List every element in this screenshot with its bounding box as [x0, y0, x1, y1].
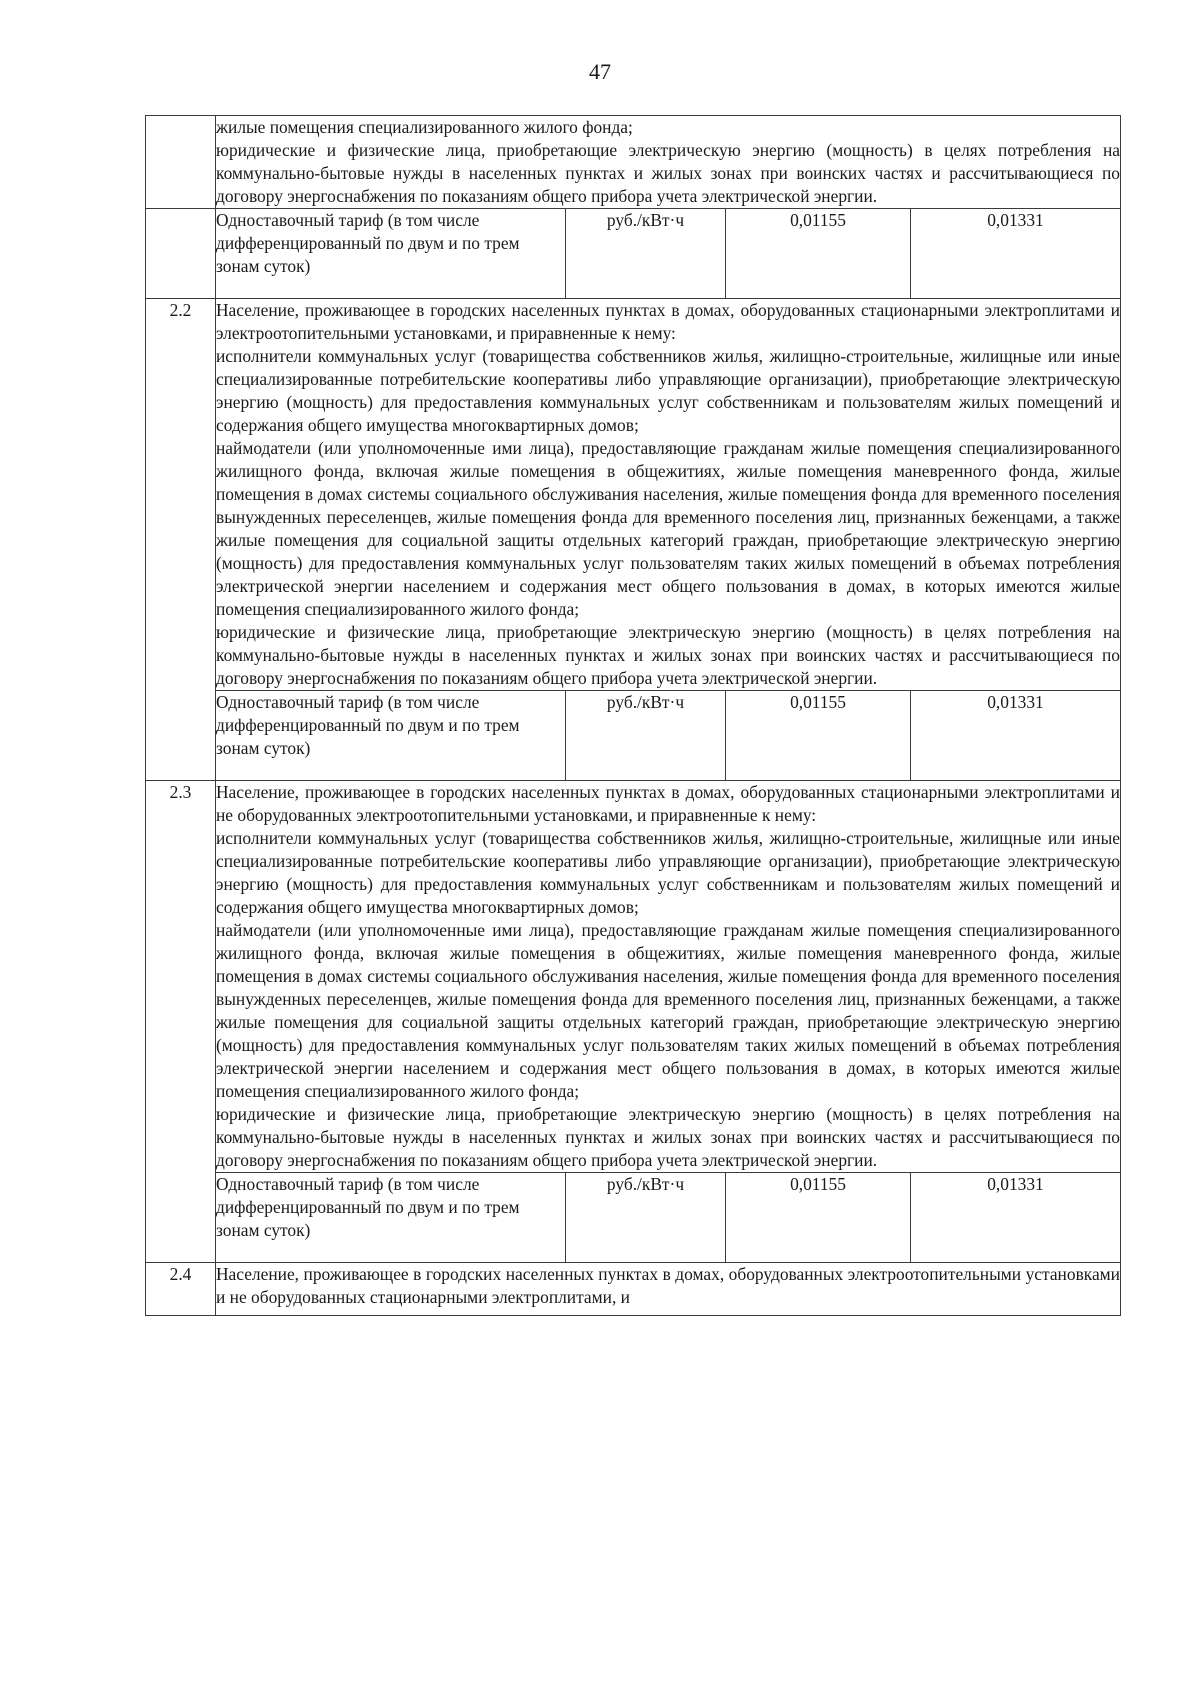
- page-number: 47: [589, 59, 611, 84]
- tariff-row: [146, 691, 1121, 781]
- paragraph: Население, проживающее в городских населенных пунктах в домах, оборудованных электроотопительными установками и не оборудованных стационарными электроплитами, и: [216, 1264, 1120, 1307]
- paragraph: Население, проживающее в городских населенных пунктах в домах, оборудованных стационарными электроплитами и не оборудованных электроотопительными установками, и приравненные к нему:: [216, 782, 1120, 825]
- tariff-label: Одноставочный тариф (в том числе дифференцированный по двум и по трем зонам суток): [216, 1173, 566, 1263]
- row-description: [216, 299, 1121, 691]
- row-number: 2.3: [146, 781, 216, 1263]
- tariff-row: [146, 1173, 1121, 1263]
- paragraph: наймодатели (или уполномоченные ими лица), предоставляющие гражданам жилые помещения специализированного жилищного фонда, включая жилые помещения в общежитиях, жилые помещения маневренного фонда, жилые помещения в домах системы социального обслуживания населения, жилые помещения фонда для временного поселения вынужденных переселенцев, жилые помещения фонда для временного поселения лиц, признанных беженцами, а также жилые помещения для социальной защиты отдельных категорий граждан, приобретающие электрическую энергию (мощность) для предоставления коммунальных услуг пользователям таких жилых помещений в объемах потребления электрической энергии населением и содержания мест общего пользования в домах, в которых имеются жилые помещения специализированного жилого фонда;: [216, 920, 1120, 1101]
- tariff-value-1: 0,01155: [726, 691, 911, 781]
- tariff-unit: руб./кВт·ч: [566, 691, 726, 781]
- paragraph: исполнители коммунальных услуг (товарищества собственников жилья, жилищно-строительные, жилищные или иные специализированные потребительские кооперативы либо управляющие организации), приобретающие электрическую энергию (мощность) для предоставления коммунальных услуг собственникам и пользователям жилых помещений и содержания общего имущества многоквартирных домов;: [216, 828, 1120, 917]
- tariff-unit: руб./кВт·ч: [566, 209, 726, 299]
- paragraph: Население, проживающее в городских населенных пунктах в домах, оборудованных стационарными электроплитами и электроотопительными установками, и приравненные к нему:: [216, 300, 1120, 343]
- tariff-value-1: 0,01155: [726, 209, 911, 299]
- row-number: 2.4: [146, 1263, 216, 1316]
- paragraph: жилые помещения специализированного жилого фонда;: [216, 117, 633, 137]
- tariff-value-2: 0,01331: [911, 1173, 1121, 1263]
- table-row: [146, 781, 1121, 1173]
- tariff-value-2: 0,01331: [911, 691, 1121, 781]
- paragraph: наймодатели (или уполномоченные ими лица), предоставляющие гражданам жилые помещения специализированного жилищного фонда, включая жилые помещения в общежитиях, жилые помещения маневренного фонда, жилые помещения в домах системы социального обслуживания населения, жилые помещения фонда для временного поселения вынужденных переселенцев, жилые помещения фонда для временного поселения лиц, признанных беженцами, а также жилые помещения для социальной защиты отдельных категорий граждан, приобретающие электрическую энергию (мощность) для предоставления коммунальных услуг пользователям таких жилых помещений в объемах потребления электрической энергии населением и содержания мест общего пользования в домах, в которых имеются жилые помещения специализированного жилого фонда;: [216, 438, 1120, 619]
- row-number: [146, 116, 216, 209]
- table-row: [146, 299, 1121, 691]
- row-description: [216, 781, 1121, 1173]
- tariff-label: Одноставочный тариф (в том числе дифференцированный по двум и по трем зонам суток): [216, 209, 566, 299]
- paragraph: исполнители коммунальных услуг (товарищества собственников жилья, жилищно-строительные, жилищные или иные специализированные потребительские кооперативы либо управляющие организации), приобретающие электрическую энергию (мощность) для предоставления коммунальных услуг собственникам и пользователям жилых помещений и содержания общего имущества многоквартирных домов;: [216, 346, 1120, 435]
- row-description: [216, 116, 1121, 209]
- paragraph: юридические и физические лица, приобретающие электрическую энергию (мощность) в целях потребления на коммунально-бытовые нужды в населенных пунктах и жилых зонах при воинских частях и рассчитывающиеся по договору энергоснабжения по показаниям общего прибора учета электрической энергии.: [216, 622, 1120, 688]
- row-description: [216, 1263, 1121, 1316]
- tariff-value-2: 0,01331: [911, 209, 1121, 299]
- tariff-unit: руб./кВт·ч: [566, 1173, 726, 1263]
- tariff-value-1: 0,01155: [726, 1173, 911, 1263]
- tariff-label: Одноставочный тариф (в том числе дифференцированный по двум и по трем зонам суток): [216, 691, 566, 781]
- tariff-table: [145, 115, 1121, 1316]
- paragraph: юридические и физические лица, приобретающие электрическую энергию (мощность) в целях потребления на коммунально-бытовые нужды в населенных пунктах и жилых зонах при воинских частях и рассчитывающиеся по договору энергоснабжения по показаниям общего прибора учета электрической энергии.: [216, 1104, 1120, 1170]
- paragraph: юридические и физические лица, приобретающие электрическую энергию (мощность) в целях потребления на коммунально-бытовые нужды в населенных пунктах и жилых зонах при воинских частях и рассчитывающиеся по договору энергоснабжения по показаниям общего прибора учета электрической энергии.: [216, 140, 1120, 206]
- row-number: 2.2: [146, 299, 216, 781]
- tariff-row: [146, 209, 1121, 299]
- table-row: [146, 116, 1121, 209]
- table-row: [146, 1263, 1121, 1316]
